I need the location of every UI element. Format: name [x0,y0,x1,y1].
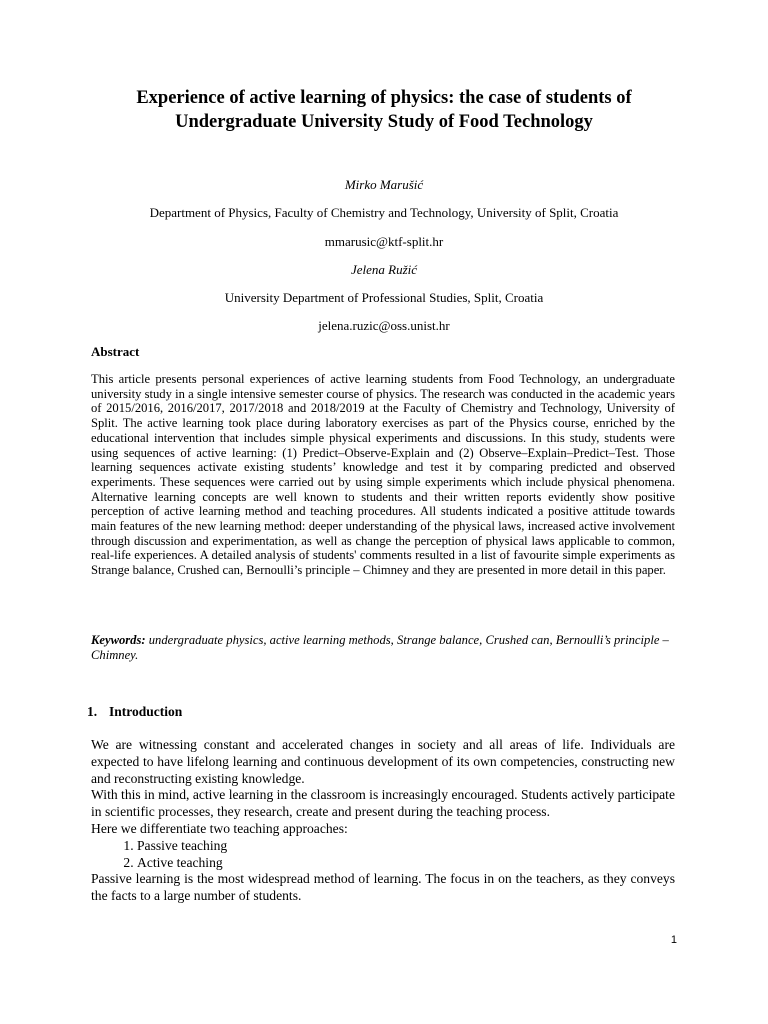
author-email-2: jelena.ruzic@oss.unist.hr [318,318,450,333]
page-number: 1 [670,934,677,946]
section-heading-introduction [87,704,182,720]
author-affiliation-2: University Department of Professional Studies, Split, Croatia [224,290,544,305]
list-item: 1. Passive teaching [137,838,675,855]
intro-paragraph-2: With this in mind, active learning in the classroom is increasingly encouraged. Students actively participate in scientific processes, they research, create and present during the teaching process. [91,787,675,820]
teaching-approaches-list [91,838,675,872]
paper-title: Experience of active learning of physics: the case of students of Undergraduate University Study of Food Technology [136,88,632,132]
author-name-1: Mirko Marušić [344,177,424,192]
section-title: Introduction [109,704,183,719]
author-email-1: mmarusic@ktf-split.hr [324,234,444,249]
intro-paragraph-4: Passive learning is the most widespread method of learning. The focus in on the teachers, as they conveys the facts to a large number of students. [91,871,675,904]
abstract-text: This article presents personal experiences of active learning students from Food Technology, an undergraduate university study in a single intensive semester course of physics. The research was conducted in the academic years of 2015/2016, 2016/2017, 2017/2018 and 2018/2019 at the Faculty of Chemistry and Technology, University of Split. The active learning took place during laboratory exercises as part of the Physics course, enriched by the educational intervention that includes simple physical experiments and discussions. In this study, students were using sequences of active learning: (1) Predict–Observe-Explain and (2) Observe–Explain–Predict–Test. Those learning sequences activate existing students’ knowledge and test it by comparing predicted and observed experiments. These sequences were carried out by using simple experiments which include physical phenomena. Alternative learning concepts are well known to students and their written reports evidently show positive perception of active learning method and teaching procedures. All students indicated a positive attitude towards main features of the new learning method: deeper understanding of the physical laws, increased active involvement through discussion and experimentation, as well as change the perception of physical laws applicable to common, real-life experiences. A detailed analysis of students' comments resulted in a list of favourite simple experiments as Strange balance, Crushed can, Bernoulli’s principle – Chimney and they are presented in more detail in this paper. [91,372,675,578]
abstract-heading: Abstract [91,344,140,359]
introduction-body [91,737,675,905]
intro-paragraph-3: Here we differentiate two teaching approaches: [91,820,348,836]
intro-paragraph-1: We are witnessing constant and accelerated changes in society and all areas of life. Individuals are expected to have lifelong learning and continuous development of its own competencies, constructing new and reconstructing existing knowledge. [91,737,675,786]
keywords [91,633,675,663]
keywords-text: undergraduate physics, active learning methods, Strange balance, Crushed can, Bernoulli’s principle – Chimney. [91,633,669,662]
section-number: 1. [87,704,98,719]
keywords-label: Keywords: [91,633,146,647]
author-affiliation-1: Department of Physics, Faculty of Chemistry and Technology, University of Split, Croatia [149,205,619,220]
list-item: 2. Active teaching [137,855,675,872]
author-name-2: Jelena Ružić [350,262,418,277]
